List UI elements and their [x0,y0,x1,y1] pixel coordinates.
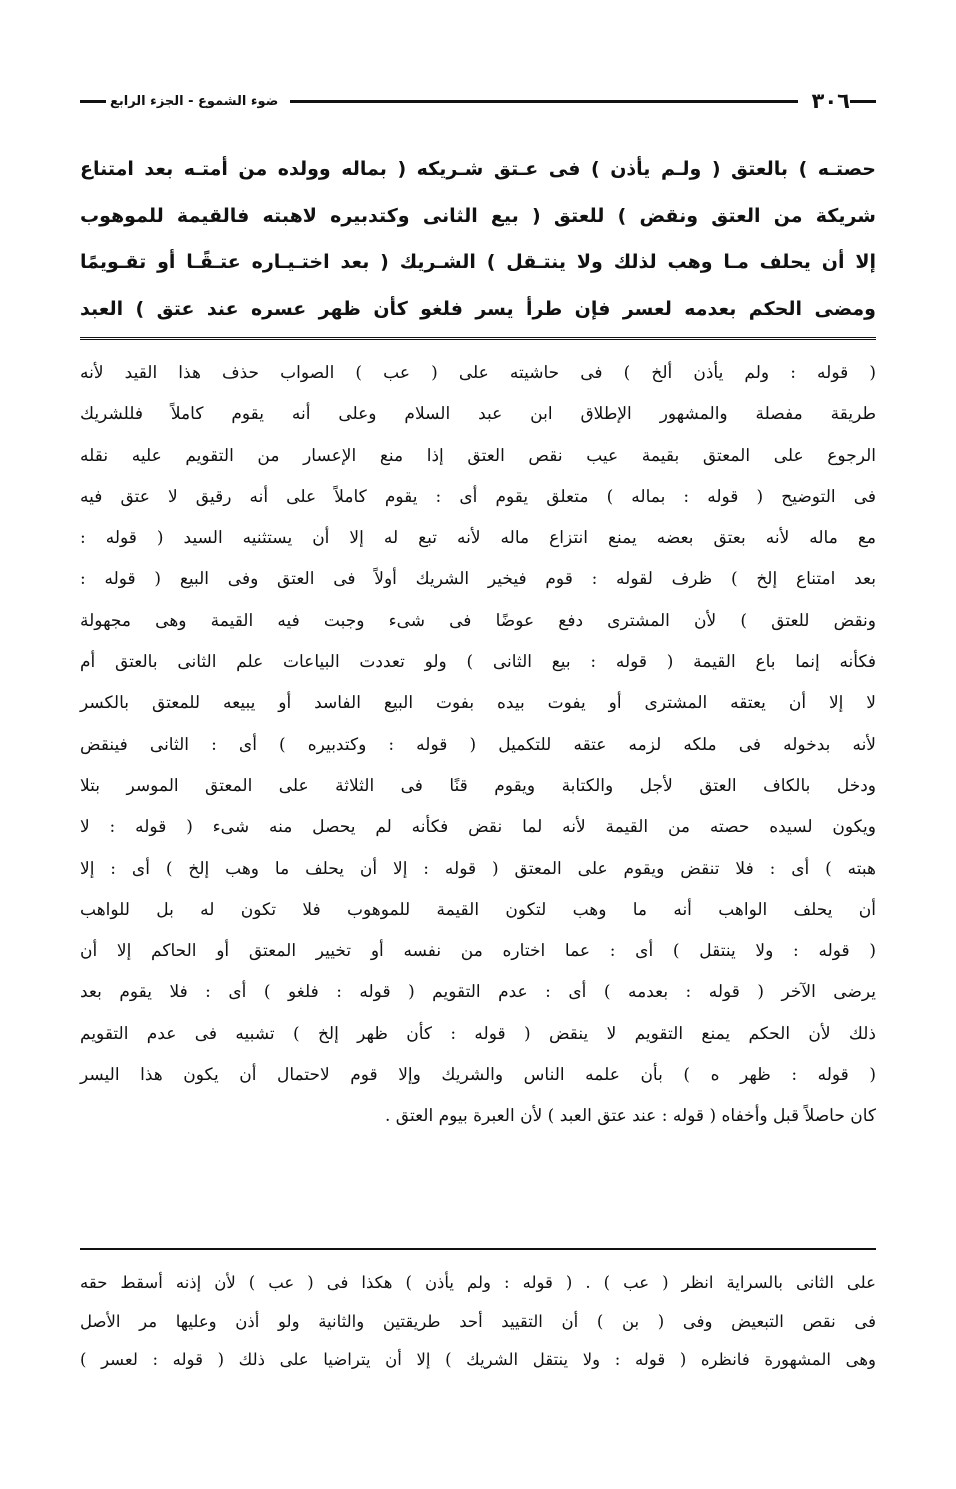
book-page [80,0,876,1489]
commentary-line: يرضى الآخر ( قوله : بعدمه ) أى : عدم التقويم ( قوله : فلغو ) أى : فلا يقوم بعد [80,982,876,1003]
commentary-line: ودخل بالكاف العتق لأجل والكتابة ويقوم قنًا فى الثلاثة على المعتق الموسر بتلا [80,775,876,796]
matn-line: شريكة من العتق ونقض ) للعتق ( بيع الثانى وكتدبيره لاهبته فالقيمة للموهوب [80,204,876,227]
header-rule [290,100,797,103]
footnote-line: على الثانى بالسراية انظر ( عب ) . ( قوله : ولم يأذن ) هكذا فى ( عب ) لأن إذنه أسقط حقه [80,1273,876,1292]
commentary-line: بعد امتناع إلخ ) ظرف لقوله : قوم فيخير الشريك أولاً فى العتق وفى البيع ( قوله : [80,569,876,590]
commentary-line: ذلك لأن الحكم يمنع التقويم لا ينقض ( قوله : كأن ظهر إلخ ) تشبيه فى عدم التقويم [80,1023,876,1044]
commentary-line: ( قوله : ولا ينتقل ) أى : عما اختاره من نفسه أو تخيير المعتق أو الحاكم إلا أن [80,941,876,962]
page-number: ٣٠٦ [811,89,850,113]
commentary-line: فكأنه إنما باع القيمة ( قوله : بيع الثانى ) ولو تعددت البياعات علم الثانى بالعتق أم [80,652,876,673]
matn-line: إلا أن يحلف مـا وهب لذلك ولا ينتـقل ) الشـريك ( بعد اختـيـاره عتـقًـا أو تقـويمًا [80,251,876,273]
header-dash-right [850,100,876,103]
running-title: ضوء الشموع - الجزء الرابع [110,93,279,109]
commentary-line: ( قوله : ظهر ه ) بأن علمه الناس والشريك وإلا قوم لاحتمال أن يكون هذا اليسر [80,1065,876,1086]
running-header [80,88,876,114]
commentary-line: أن يحلف الواهب أنه ما وهب لتكون القيمة للموهوب فلا تكون له بل للواهب [80,899,876,920]
footnote-line: وهى المشهورة فانظره ( قوله : ولا ينتقل الشريك ) إلا أن يتراضيا على ذلك ( قوله : لعسر ) [80,1350,876,1369]
commentary-text [80,353,876,1138]
header-dash-left [80,100,106,103]
footnote-line: فى نقص التبعيض وفى ( بن ) أن التقييد أحد طريقتين والثانية ولو أذن وعليها مر الأصل [80,1311,876,1331]
matn-line: ومضى الحكم بعدمه لعسر فإن طرأ يسر فلغو كأن ظهر عسره عند عتق ) العبد [80,297,876,320]
commentary-line: هبته ) أى : فلا تنقض ويقوم على المعتق ( قوله : إلا أن يحلف ما وهب إلخ ) أى : إلا [80,858,876,879]
footnote-divider [80,1248,876,1250]
commentary-line: طريقة مفصلة والمشهور الإطلاق ابن عبد السلام وعلى أنه يقوم كاملاً فللشريك [80,404,876,425]
commentary-line: مع ماله لأنه بعتق بعضه يمنع انتزاع ماله لأنه تبع له إلا أن يستثنيه السيد ( قوله : [80,528,876,549]
commentary-line: ( قوله : ولم يأذن ألخ ) فى حاشيته على ( عب ) الصواب حذف هذا القيد لأنه [80,363,876,383]
footnote-text [80,1264,876,1380]
commentary-line: ويكون لسيده حصته من القيمة لأنه لما نقض فكأنه لم يحصل منه شىء ( قوله : لا [80,817,876,838]
commentary-line: الرجوع على المعتق بقيمة عيب نقص العتق إذا منع الإعسار من التقويم عليه نقله [80,445,876,466]
commentary-line: كان حاصلاً قبل وأخفاه ( قوله : عند عتق العبد ) لأن العبرة بيوم العتق . [384,1106,876,1127]
commentary-line: لأنه بدخوله فى ملكه لزمه عتقه للتكميل ( قوله : وكتدبيره ) أى : الثانى فينقض [80,734,876,755]
matn-divider [80,337,876,343]
matn-line: حصتـه ) بالعتق ( ولـم يأذن ) فى عـتق شـريكه ( بماله وولده من أمتـه بعد امتناع [80,158,876,180]
matn-text [80,146,876,332]
commentary-line: لا إلا أن يعتقه المشترى أو يفوت بيده بفوت البيع الفاسد أو يبيعه للمعتق بالكسر [80,693,876,714]
commentary-line: فى التوضيح ( قوله : بماله ) متعلق يقوم أى : يقوم كاملاً على أنه رقيق لا عتق فيه [80,486,876,507]
commentary-line: ونقض للعتق ) لأن المشترى دفع عوضًا فى شىء وجبت فيه القيمة وهى مجهولة [80,610,876,631]
